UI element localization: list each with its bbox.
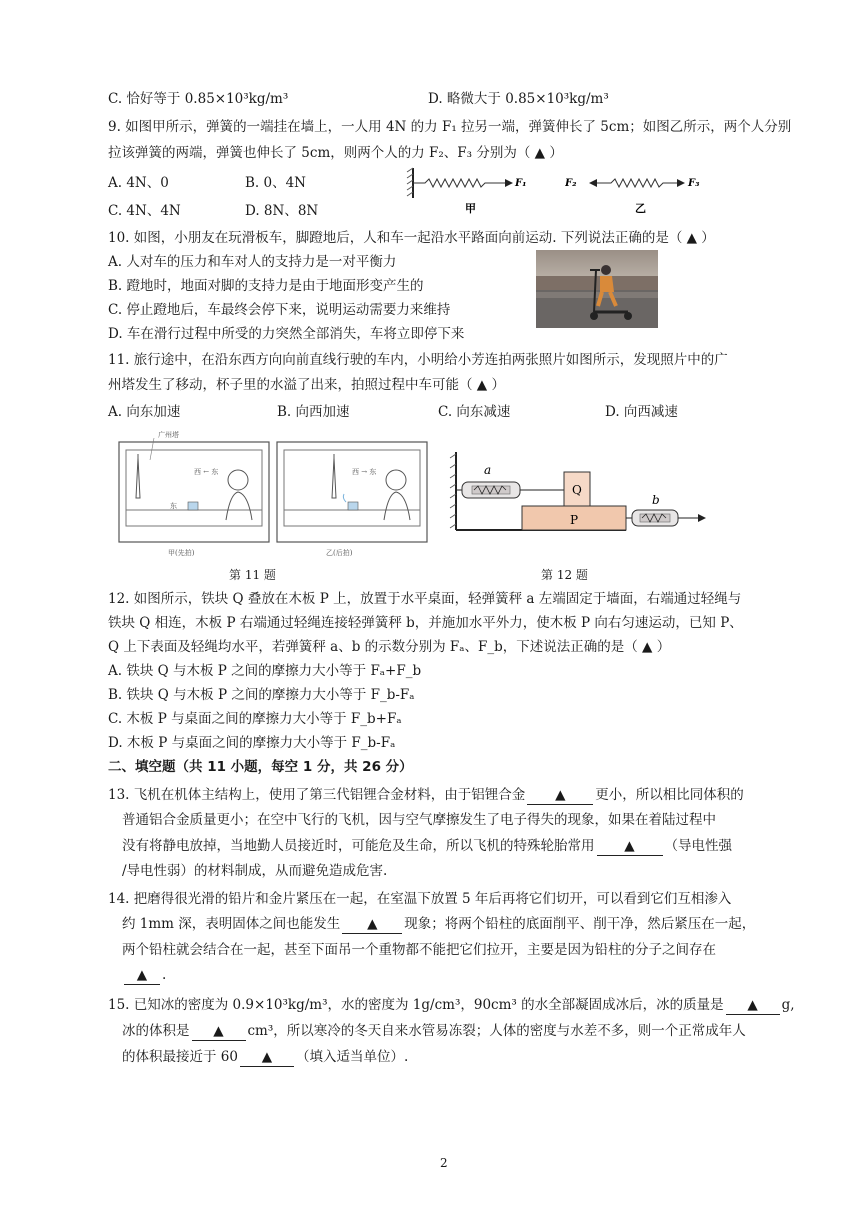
q11-tower-label: 广州塔 (158, 431, 179, 439)
q9-f3-label: F₃ (688, 178, 700, 189)
q15-blank-3: ▲ (240, 1048, 294, 1067)
q9-option-c: C. 4N、4N (108, 203, 181, 219)
q9-option-a: A. 4N、0 (108, 175, 169, 191)
q10-option-d: D. 车在滑行过程中所受的力突然全部消失，车将立即停下来 (108, 326, 465, 342)
q12-figure-title: 第 12 题 (541, 568, 588, 582)
q13-line1 (108, 786, 744, 805)
q14-line3: 两个铅柱就会结合在一起，甚至下面吊一个重物都不能把它们拉开，主要是因为铅柱的分子之间存在 (122, 942, 716, 958)
q14-text-4: . (162, 967, 167, 983)
q11-option-a: A. 向东加速 (108, 404, 181, 420)
q15-text-2b: cm³，所以寒冷的冬天自来水管易冻裂；人体的密度与水差不多，则一个正常成年人 (247, 1023, 746, 1039)
q9-f1-label: F₁ (515, 178, 527, 189)
q13-blank-2: ▲ (597, 837, 663, 856)
q9-figure-jia (405, 166, 545, 216)
q13-line4: /导电性弱）的材料制成，从而避免造成危害. (122, 863, 388, 879)
q13-text-3a: 没有将静电放掉，当地勤人员接近时，可能危及生命，所以飞机的特殊轮胎常用 (122, 838, 595, 854)
q8-option-d: D. 略微大于 0.85×10³kg/m³ (428, 91, 609, 107)
q12-label-b: b (652, 493, 660, 507)
q14-line1: 14. 把磨得很光滑的铅片和金片紧压在一起，在室温下放置 5 年后再将它们切开，可以看到它们互相渗入 (108, 891, 732, 907)
q14-text-2a: 约 1mm 深，表明固体之间也能发生 (122, 916, 341, 932)
q11-option-c: C. 向东减速 (438, 404, 511, 420)
q11-option-d: D. 向西减速 (605, 404, 678, 420)
q12-label-p: P (570, 513, 579, 527)
q12-label-a: a (484, 463, 492, 477)
q9-stem-line1: 9. 如图甲所示，弹簧的一端挂在墙上，一人用 4N 的力 F₁ 拉另一端，弹簧伸长了 5cm；如图乙所示，两个人分别 (108, 119, 792, 135)
q15-text-2a: 冰的体积是 (122, 1023, 190, 1039)
q9-option-b: B. 0、4N (245, 175, 306, 191)
q11-direction-2: 西 → 东 (352, 468, 377, 476)
q13-line3 (122, 837, 732, 856)
q10-option-b: B. 蹬地时，地面对脚的支持力是由于地面形变产生的 (108, 278, 424, 294)
section-2-heading: 二、填空题（共 11 小题，每空 1 分，共 26 分） (108, 759, 413, 775)
q10-option-c: C. 停止蹬地后，车最终会停下来，说明运动需要力来维持 (108, 302, 451, 318)
q12-option-b: B. 铁块 Q 与木板 P 之间的摩擦力大小等于 F_b-Fₐ (108, 687, 415, 703)
q15-line1 (108, 996, 795, 1015)
q9-option-d: D. 8N、8N (245, 203, 319, 219)
q15-text-3a: 的体积最接近于 60 (122, 1049, 238, 1065)
q11-caption-yi: 乙(后拍) (326, 549, 353, 557)
q11-option-b: B. 向西加速 (277, 404, 350, 420)
q12-stem-line1: 12. 如图所示，铁块 Q 叠放在木板 P 上，放置于水平桌面，轻弹簧秤 a 左端固定于墙面，右端通过轻绳与 (108, 591, 742, 607)
q15-text-1b: g, (781, 997, 795, 1013)
q12-label-q: Q (572, 483, 582, 497)
q11-direction-1: 西 ← 东 (194, 468, 219, 476)
q14-line2 (122, 915, 755, 934)
q15-line2 (122, 1022, 746, 1041)
q13-text-1b: 更小，所以相比同体积的 (595, 787, 744, 803)
q11-figure-yi (276, 428, 428, 558)
q15-blank-2: ▲ (192, 1022, 246, 1041)
q12-option-d: D. 木板 P 与桌面之间的摩擦力大小等于 F_b-Fₐ (108, 735, 396, 751)
q11-caption-jia: 甲(先拍) (168, 549, 195, 557)
q9-stem-line2: 拉该弹簧的两端，弹簧也伸长了 5cm，则两个人的力 F₂、F₃ 分别为（ ▲ ） (108, 145, 563, 161)
q13-line2: 普通铝合金质量更小；在空中飞行的飞机，因与空气摩擦发生了电子得失的现象，如果在着陆过程中 (122, 812, 716, 828)
q9-caption-jia: 甲 (465, 202, 476, 215)
q15-text-3b: （填入适当单位）. (295, 1049, 409, 1065)
q14-blank-2: ▲ (124, 966, 160, 985)
q14-blank-1: ▲ (342, 915, 402, 934)
q12-option-c: C. 木板 P 与桌面之间的摩擦力大小等于 F_b+Fₐ (108, 711, 402, 727)
q15-blank-1: ▲ (726, 996, 780, 1015)
q12-stem-line3: Q 上下表面及轻绳均水平，若弹簧秤 a、b 的示数分别为 Fₐ、F_b，下述说法正确的是（ ▲ ） (108, 639, 671, 655)
q11-figure-title: 第 11 题 (229, 568, 276, 582)
q11-east-label-1: 东 (170, 502, 177, 510)
q9-figure-yi (565, 166, 715, 216)
q11-stem-line2: 州塔发生了移动，杯子里的水溢了出来，拍照过程中车可能（ ▲ ） (108, 377, 505, 393)
q13-text-3b: （导电性强 (664, 838, 732, 854)
q8-option-c: C. 恰好等于 0.85×10³kg/m³ (108, 91, 289, 107)
q12-option-a: A. 铁块 Q 与木板 P 之间的摩擦力大小等于 Fₐ+F_b (108, 663, 422, 679)
q11-figure-jia (118, 428, 270, 558)
q12-stem-line2: 铁块 Q 相连，木板 P 右端通过轻绳连接轻弹簧秤 b，并施加水平外力，使木板 P 向右匀速运动，已知 P、 (108, 615, 743, 631)
q15-text-1a: 15. 已知冰的密度为 0.9×10³kg/m³，水的密度为 1g/cm³，90cm³ 的水全部凝固成冰后，冰的质量是 (108, 997, 724, 1013)
q9-f2-label: F₂ (565, 178, 577, 189)
q9-caption-yi: 乙 (635, 202, 646, 215)
page-number: 2 (440, 1156, 448, 1170)
q11-stem-line1: 11. 旅行途中，在沿东西方向向前直线行驶的车内，小明给小芳连拍两张照片如图所示，发现照片中的广 (108, 352, 728, 368)
q10-stem: 10. 如图，小朋友在玩滑板车，脚蹬地后，人和车一起沿水平路面向前运动. 下列说法正确的是（ ▲ ） (108, 230, 715, 246)
q14-text-2b: 现象；将两个铅柱的底面削平、削干净，然后紧压在一起， (404, 916, 756, 932)
q13-blank-1: ▲ (527, 786, 593, 805)
q10-option-a: A. 人对车的压力和车对人的支持力是一对平衡力 (108, 254, 397, 270)
q15-line3 (122, 1048, 408, 1067)
q13-text-1a: 13. 飞机在机体主结构上，使用了第三代铝锂合金材料，由于铝锂合金 (108, 787, 526, 803)
q12-figure (446, 438, 716, 538)
q14-line4 (122, 966, 166, 985)
q10-scooter-photo (536, 250, 658, 328)
